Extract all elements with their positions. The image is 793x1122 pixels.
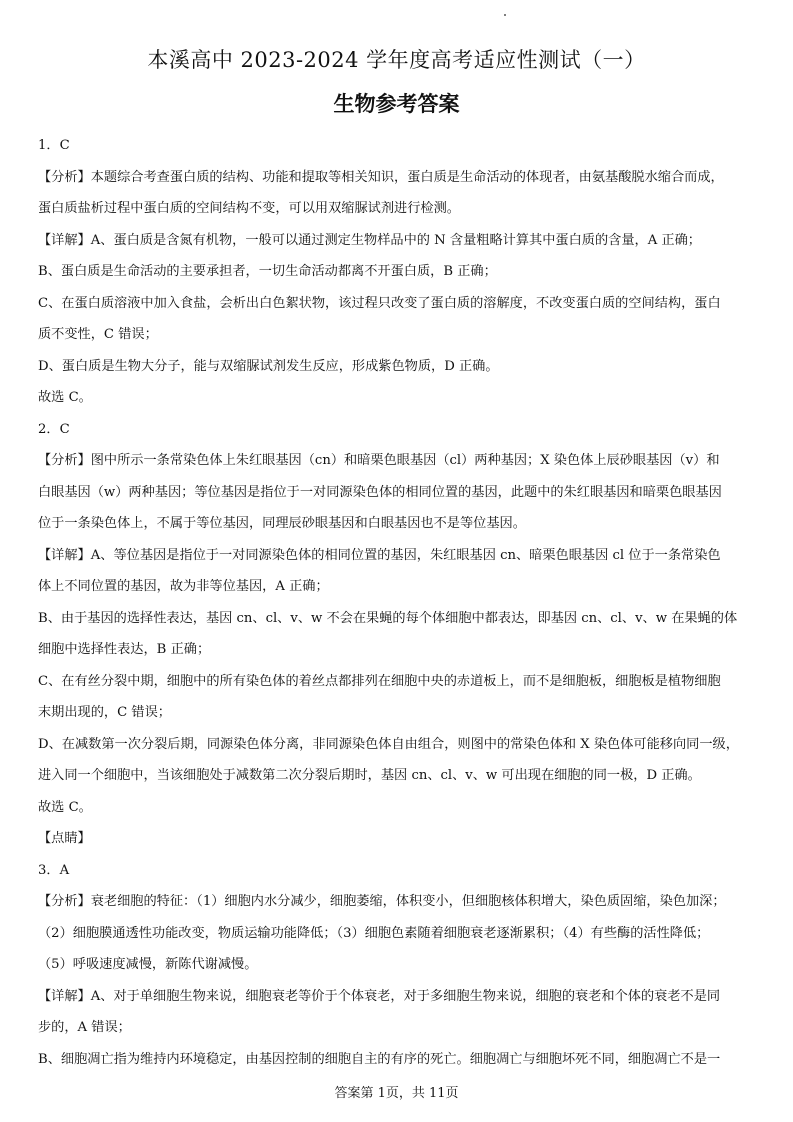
document-title: 本溪高中 2023-2024 学年度高考适应性测试（一） — [147, 48, 646, 72]
text-line: 故选 C。 — [38, 799, 92, 815]
text-line: 位于一条染色体上，不属于等位基因，同理辰砂眼基因和白眼基因也不是等位基因。 — [38, 516, 526, 531]
text-line: 蛋白质盐析过程中蛋白质的空间结构不变，可以用双缩脲试剂进行检测。 — [38, 201, 460, 216]
text-line: 【详解】A、等位基因是指位于一对同源染色体的相同位置的基因，朱红眼基因 cn、暗栗色眼基因 cl 位于一条常染色 — [38, 547, 721, 563]
text-line: 【分析】图中所示一条常染色体上朱红眼基因（cn）和暗栗色眼基因（cl）两种基因；X 染色体上辰砂眼基因（v）和 — [38, 453, 720, 468]
text-line: 进入同一个细胞中，当该细胞处于减数第二次分裂后期时，基因 cn、cl、v、w 可出现在细胞的同一极，D 正确。 — [38, 768, 701, 783]
text-line: 故选 C。 — [38, 390, 92, 405]
document-subtitle: 生物参考答案 — [333, 91, 460, 116]
text-line: 【分析】衰老细胞的特征：（1）细胞内水分减少，细胞萎缩，体积变小，但细胞核体积增大，染色质固缩，染色加深； — [38, 894, 726, 909]
page-footer: 答案第 1页，共 11页 — [334, 1086, 459, 1101]
text-line: 白眼基因（w）两种基因；等位基因是指位于一对同源染色体的相同位置的基因，此题中的朱红眼基因和暗栗色眼基因 — [38, 484, 722, 500]
text-line: 【详解】A、蛋白质是含氮有机物，一般可以通过测定生物样品中的 N 含量粗略计算其中蛋白质的含量，A 正确； — [38, 232, 701, 248]
text-line: C、在有丝分裂中期，细胞中的所有染色体的着丝点都排列在细胞中央的赤道板上，而不是细胞板，细胞板是植物细胞 — [38, 673, 721, 689]
text-line: 【详解】A、对于单细胞生物来说，细胞衰老等价于个体衰老，对于多细胞生物来说，细胞的衰老和个体的衰老不是同 — [38, 988, 721, 1004]
text-line: 体上不同位置的基因，故为非等位基因，A 正确； — [38, 579, 329, 594]
text-line: 质不变性，C 错误； — [38, 327, 158, 342]
text-line: 细胞中选择性表达，B 正确； — [38, 642, 211, 657]
text-line: 【分析】本题综合考查蛋白质的结构、功能和提取等相关知识，蛋白质是生命活动的体现者，由氨基酸脱水缩合而成， — [38, 169, 724, 185]
text-line: 1．C — [38, 138, 70, 153]
text-line: 末期出现的，C 错误； — [38, 705, 171, 720]
top-dot-mark — [504, 14, 506, 16]
text-line: B、蛋白质是生命活动的主要承担者，一切生命活动都离不开蛋白质，B 正确； — [38, 264, 497, 279]
text-line: 2．C — [38, 421, 70, 437]
text-line: （5）呼吸速度减慢，新陈代谢减慢。 — [38, 957, 258, 972]
text-line: 【点睛】 — [38, 831, 91, 846]
text-line: C、在蛋白质溶液中加入食盐，会析出白色絮状物，该过程只改变了蛋白质的溶解度，不改变蛋白质的空间结构，蛋白 — [38, 295, 721, 311]
text-line: D、在减数第一次分裂后期，同源染色体分离，非同源染色体自由组合，则图中的常染色体和 X 染色体可能移向同一级， — [38, 736, 739, 752]
text-line: （2）细胞膜通透性功能改变，物质运输功能降低；（3）细胞色素随着细胞衰老逐渐累积；（4）有些酶的活性降低； — [38, 925, 710, 941]
text-line: 步的，A 错误； — [38, 1020, 131, 1035]
text-line: D、蛋白质是生物大分子，能与双缩脲试剂发生反应，形成紫色物质，D 正确。 — [38, 358, 499, 374]
answer-content — [38, 130, 758, 1075]
text-line: B、由于基因的选择性表达，基因 cn、cl、v、w 不会在果蝇的每个体细胞中都表达，即基因 cn、cl、v、w 在果蝇的体 — [38, 610, 738, 626]
text-line: B、细胞凋亡指为维持内环境稳定，由基因控制的细胞自主的有序的死亡。细胞凋亡与细胞坏死不同，细胞凋亡不是一 — [38, 1051, 721, 1067]
text-line: 3．A — [38, 862, 70, 878]
